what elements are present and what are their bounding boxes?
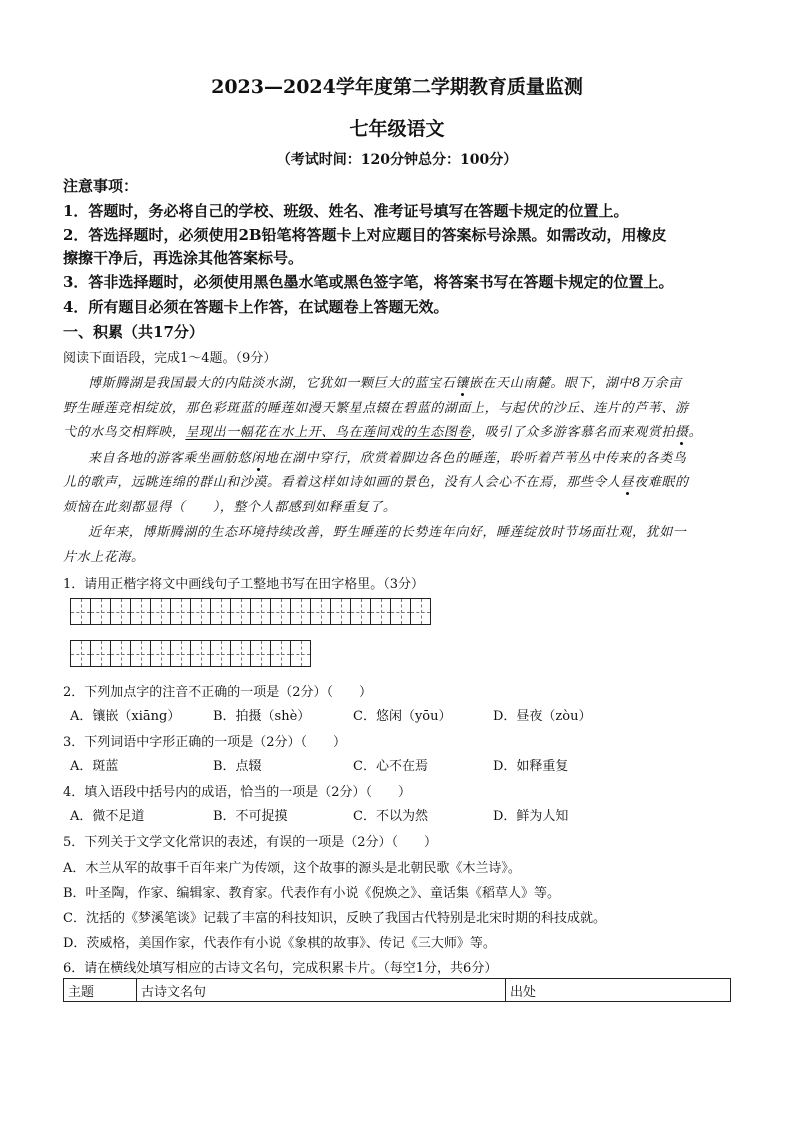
option-b: B．叶圣陶，作家、编辑家、教育家。代表作有小说《倪焕之》、童话集《稻草人》等。 xyxy=(63,886,561,901)
reading-intro: 阅读下面语段，完成1～4题。（9分） xyxy=(63,351,277,366)
option-b: B．拍摄（shè） xyxy=(213,709,311,724)
option-b: B．不可捉摸 xyxy=(213,809,288,824)
table-header-row xyxy=(64,979,731,1002)
passage-line: 近年来，博斯腾湖的生态环境持续改善，野生睡莲的长势连年向好，睡莲绽放时节场面壮观，犹如一 xyxy=(88,525,687,540)
dotted-char: 昼 xyxy=(620,475,635,490)
dotted-char: 摄 xyxy=(675,425,689,440)
question-5: 5．下列关于文学文化常识的表述，有误的一项是（2分）（ ） xyxy=(63,835,438,850)
option-a: A．微不足道 xyxy=(70,809,145,824)
note-item: 1．答题时，务必将自己的学校、班级、姓名、准考证号填写在答题卡规定的位置上。 xyxy=(63,202,629,220)
section-heading: 一、积累（共17分） xyxy=(63,323,204,341)
notes-heading: 注意事项： xyxy=(63,177,139,195)
dotted-char: 镶 xyxy=(455,376,469,391)
exam-title: 2023—2024学年度第二学期教育质量监测 xyxy=(211,76,583,98)
option-c: C．不以为然 xyxy=(353,809,428,824)
question-6: 6．请在横线处填写相应的古诗文名句，完成积累卡片。（每空1分，共6分） xyxy=(63,961,498,976)
dotted-char: 闲 xyxy=(251,451,265,466)
passage-line: 儿的歌声，远眺连绵的群山和沙漠。看着这样如诗如画的景色，没有人会心不在焉，那些令人昼夜难眠的 xyxy=(63,475,689,490)
option-d: D．如释重复 xyxy=(493,759,569,774)
option-a: A．木兰从军的故事千百年来广为传颂，这个故事的源头是北朝民歌《木兰诗》。 xyxy=(63,861,521,876)
option-a: A．镶嵌（xiāng） xyxy=(70,709,181,724)
option-b: B．点辍 xyxy=(213,759,262,774)
writing-grid-row-1 xyxy=(70,598,431,625)
option-d: D．昼夜（zòu） xyxy=(493,709,592,724)
question-1: 1．请用正楷字将文中画线句子工整地书写在田字格里。（3分） xyxy=(63,577,425,592)
accumulation-card-table xyxy=(63,978,731,1002)
option-a: A．斑蓝 xyxy=(70,759,119,774)
header-cell-source: 出处 xyxy=(506,979,731,1002)
exam-subject: 七年级语文 xyxy=(349,118,445,140)
option-c: C．悠闲（yōu） xyxy=(353,709,452,724)
question-2: 2．下列加点字的注音不正确的一项是（2分）（ ） xyxy=(63,685,373,700)
option-d: D．茨威格，美国作家，代表作有小说《象棋的故事》、传记《三大师》等。 xyxy=(63,936,496,951)
note-item: 2．答选择题时，必须使用2B铅笔将答题卡上对应题目的答案标号涂黑。如需改动，用橡皮 xyxy=(63,226,667,244)
header-cell-theme: 主题 xyxy=(64,979,137,1002)
underlined-sentence: 呈现出一幅花在水上开、鸟在莲间戏的生态图卷 xyxy=(185,425,472,440)
option-d: D．鲜为人知 xyxy=(493,809,569,824)
passage-line: 弋的水鸟交相辉映，呈现出一幅花在水上开、鸟在莲间戏的生态图卷，吸引了众多游客慕名而来观赏拍摄。 xyxy=(63,425,703,440)
option-c: C．沈括的《梦溪笔谈》记载了丰富的科技知识，反映了我国古代特别是北宋时期的科技成就。 xyxy=(63,911,606,926)
passage-line: 片水上花海。 xyxy=(63,550,145,565)
note-item: 擦擦干净后，再选涂其他答案标号。 xyxy=(63,249,304,267)
passage-line: 来自各地的游客乘坐画舫悠闲地在湖中穿行，欣赏着脚边各色的睡莲，聆听着芦苇丛中传来的各类鸟 xyxy=(88,451,687,466)
writing-grid-row-2 xyxy=(70,640,311,667)
passage-line: 烦恼在此刻都显得（ ），整个人都感到如释重复了。 xyxy=(63,500,397,515)
option-c: C．心不在焉 xyxy=(353,759,428,774)
header-cell-verse: 古诗文名句 xyxy=(137,979,506,1002)
note-item: 3．答非选择题时，必须使用黑色墨水笔或黑色签字笔，将答案书写在答题卡规定的位置上。 xyxy=(63,273,674,291)
passage-line: 野生睡莲竞相绽放，那色彩斑蓝的睡莲如漫天繁星点辍在碧蓝的湖面上，与起伏的沙丘、连片的芦苇、游 xyxy=(63,401,689,416)
question-4: 4．填入语段中括号内的成语，恰当的一项是（2分）（ ） xyxy=(63,785,412,800)
question-3: 3．下列词语中字形正确的一项是（2分）（ ） xyxy=(63,735,347,750)
passage-line: 博斯腾湖是我国最大的内陆淡水湖，它犹如一颗巨大的蓝宝石镶嵌在天山南麓。眼下，湖中8万余亩 xyxy=(88,376,682,391)
exam-info: （考试时间：120分钟总分：100分） xyxy=(276,152,518,168)
note-item: 4．所有题目必须在答题卡上作答，在试题卷上答题无效。 xyxy=(63,298,449,316)
